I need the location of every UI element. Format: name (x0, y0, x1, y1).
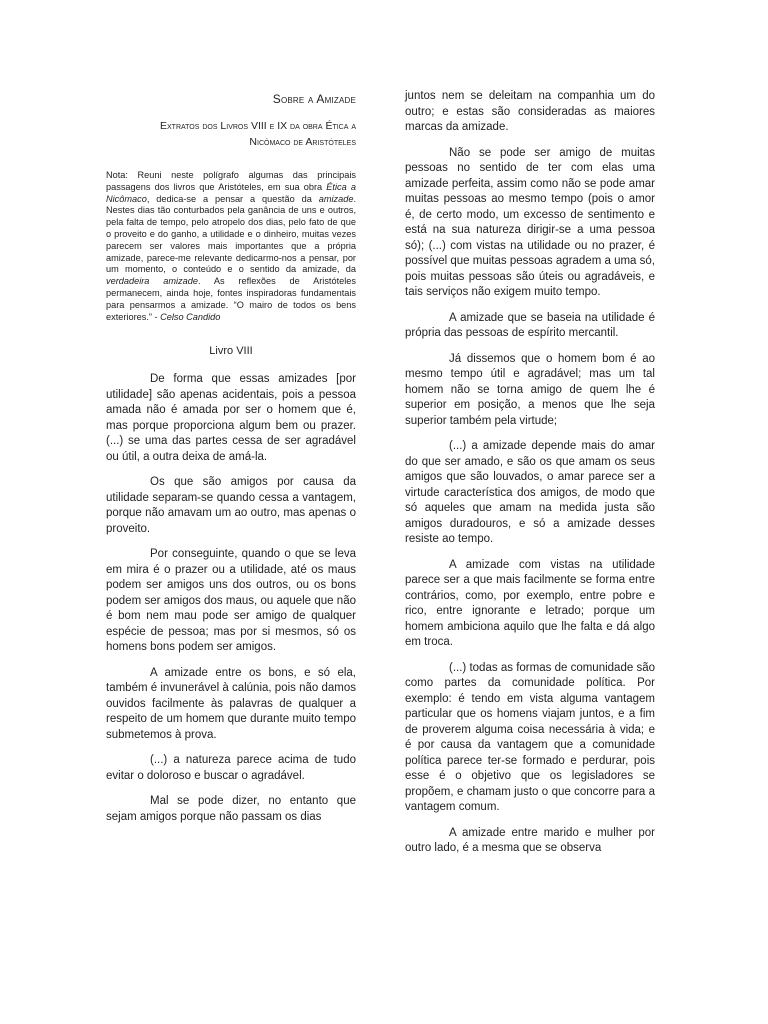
paragraph: Já dissemos que o homem bom é ao mesmo tempo útil e agradável; mas um tal homem não se torna amigo de quem lhe é superior em posição, a menos que lhe seja superior também pela virtude; (405, 352, 655, 427)
paragraph: (...) todas as formas de comunidade são como partes da comunidade política. Por exemplo: é tendo em vista alguma vantagem particular que os homens viajam juntos, e a fim de proverem alguma coisa necessária à vida; e é por causa da vantagem que a comunidade política parece ter-se formado e perdurar, pois esse é o objetivo que os legisladores se propõem, e chamam justo o que concorre para a vantagem comum. (405, 661, 655, 813)
paragraph: (...) a natureza parece acima de tudo evitar o doloroso e buscar o agradável. (106, 754, 356, 782)
paragraph: A amizade entre os bons, e só ela, também é invunerável à calúnia, pois não damos ouvidos facilmente às palavras de qualquer a respeito de um homem que durante muito tempo submetemos à prova. (106, 666, 356, 741)
section-heading: Livro VIII (209, 345, 253, 358)
paragraph: (...) a amizade depende mais do amar do que ser amado, e são os que amam os seus amigos que são louvados, o amar parece ser a virtude característica dos amigos, de modo que só aqueles que amam na medida justa são amigos duradouros, e só a amizade desses resiste ao tempo. (405, 440, 655, 545)
right-column (405, 89, 655, 867)
note-word-amizade: amizade (318, 193, 354, 204)
paragraph: A amizade com vistas na utilidade parece ser a que mais facilmente se forma entre contrários, como, por exemplo, entre pobre e rico, entre ignorante e letrado; porque um homem ambiciona aquilo que lhe falta e dá algo em troca. (405, 558, 655, 648)
note-text-1: Nota: Reuni neste polígrafo algumas das principais passagens dos livros que Aristóteles, em sua obra (106, 170, 356, 192)
note-work-title: Ética a Nicômaco (106, 181, 357, 204)
document-title: Sobre a Amizade (272, 92, 356, 106)
paragraph-continuation: juntos nem se deleitam na companhia um do outro; e estas são consideradas as maiores marcas da amizade. (405, 90, 655, 133)
paragraph: Por conseguinte, quando o que se leva em mira é o prazer ou a utilidade, até os maus podem ser amigos uns dos outros, ou os bons podem ser amigos dos maus, ou aquele que não é bom nem mau pode ser amigo de qualquer espécie de pessoa; mas por si mesmos, só os homens bons podem ser amigos. (106, 548, 356, 654)
subtitle-line-2: Nicômaco de Aristóteles (249, 136, 356, 148)
paragraph: Os que são amigos por causa da utilidade separam-se quando cessa a vantagem, porque não amavam um ao outro, mas apenas o proveito. (106, 476, 356, 535)
paragraph: Não se pode ser amigo de muitas pessoas no sentido de ter com elas uma amizade perfeita, assim como não se pode amar muitas pessoas ao mesmo tempo (pois o amor é, de certo modo, um excesso de sentimento e está na sua natureza dirigir-se a uma pessoa só); (...) com vistas na utilidade ou no prazer, é possível que muitas pessoas agradem a uma só, pois muitas pessoas são úteis ou agradáveis, e tais serviços não exigem muito tempo. (405, 146, 655, 298)
note-text-4: . As reflexões de Aristóteles permanecem, ainda hoje, fontes inspiradoras fundamentais para pensarmos a amizade. “O mairo de todos os bens exteriores.” - (106, 276, 356, 322)
paragraph: Mal se pode dizer, no entanto que sejam amigos porque não passam os dias (106, 795, 356, 823)
document-subtitle (106, 118, 356, 150)
note-text-3: . Nestes dias tão conturbados pela ganância de uns e outros, pela falta de tempo, pelo atropelo dos dias, pelo fato de que o proveito e do ganho, a utilidade e o dinheiro, muitas vezes parecem ser valores mais importantes que a própria amizade, parece-me relevante dedicarmo-nos a pensar, por um momento, o conteúdo e o sentido da amizade, da (106, 193, 356, 275)
subtitle-line-1: Extratos dos Livros VIII e IX da obra Ética a (160, 120, 356, 132)
editor-note (106, 170, 356, 323)
left-column (106, 92, 356, 835)
paragraph: A amizade entre marido e mulher por outro lado, é a mesma que se observa (405, 826, 655, 854)
note-verdadeira-amizade: verdadeira amizade (106, 276, 198, 287)
paragraph: De forma que essas amizades [por utilidade] são apenas acidentais, pois a pessoa amada não é amada por ser o homem que é, mas porque proporciona algum bem ou prazer. (...) se uma das partes cessa de ser agradável ou útil, a outra deixa de amá-la. (106, 373, 356, 463)
note-author: Celso Candido (160, 311, 221, 322)
paragraph: A amizade que se baseia na utilidade é própria das pessoas de espírito mercantil. (405, 311, 655, 339)
note-text-2: , dedica-se a pensar a questão da (146, 193, 319, 204)
